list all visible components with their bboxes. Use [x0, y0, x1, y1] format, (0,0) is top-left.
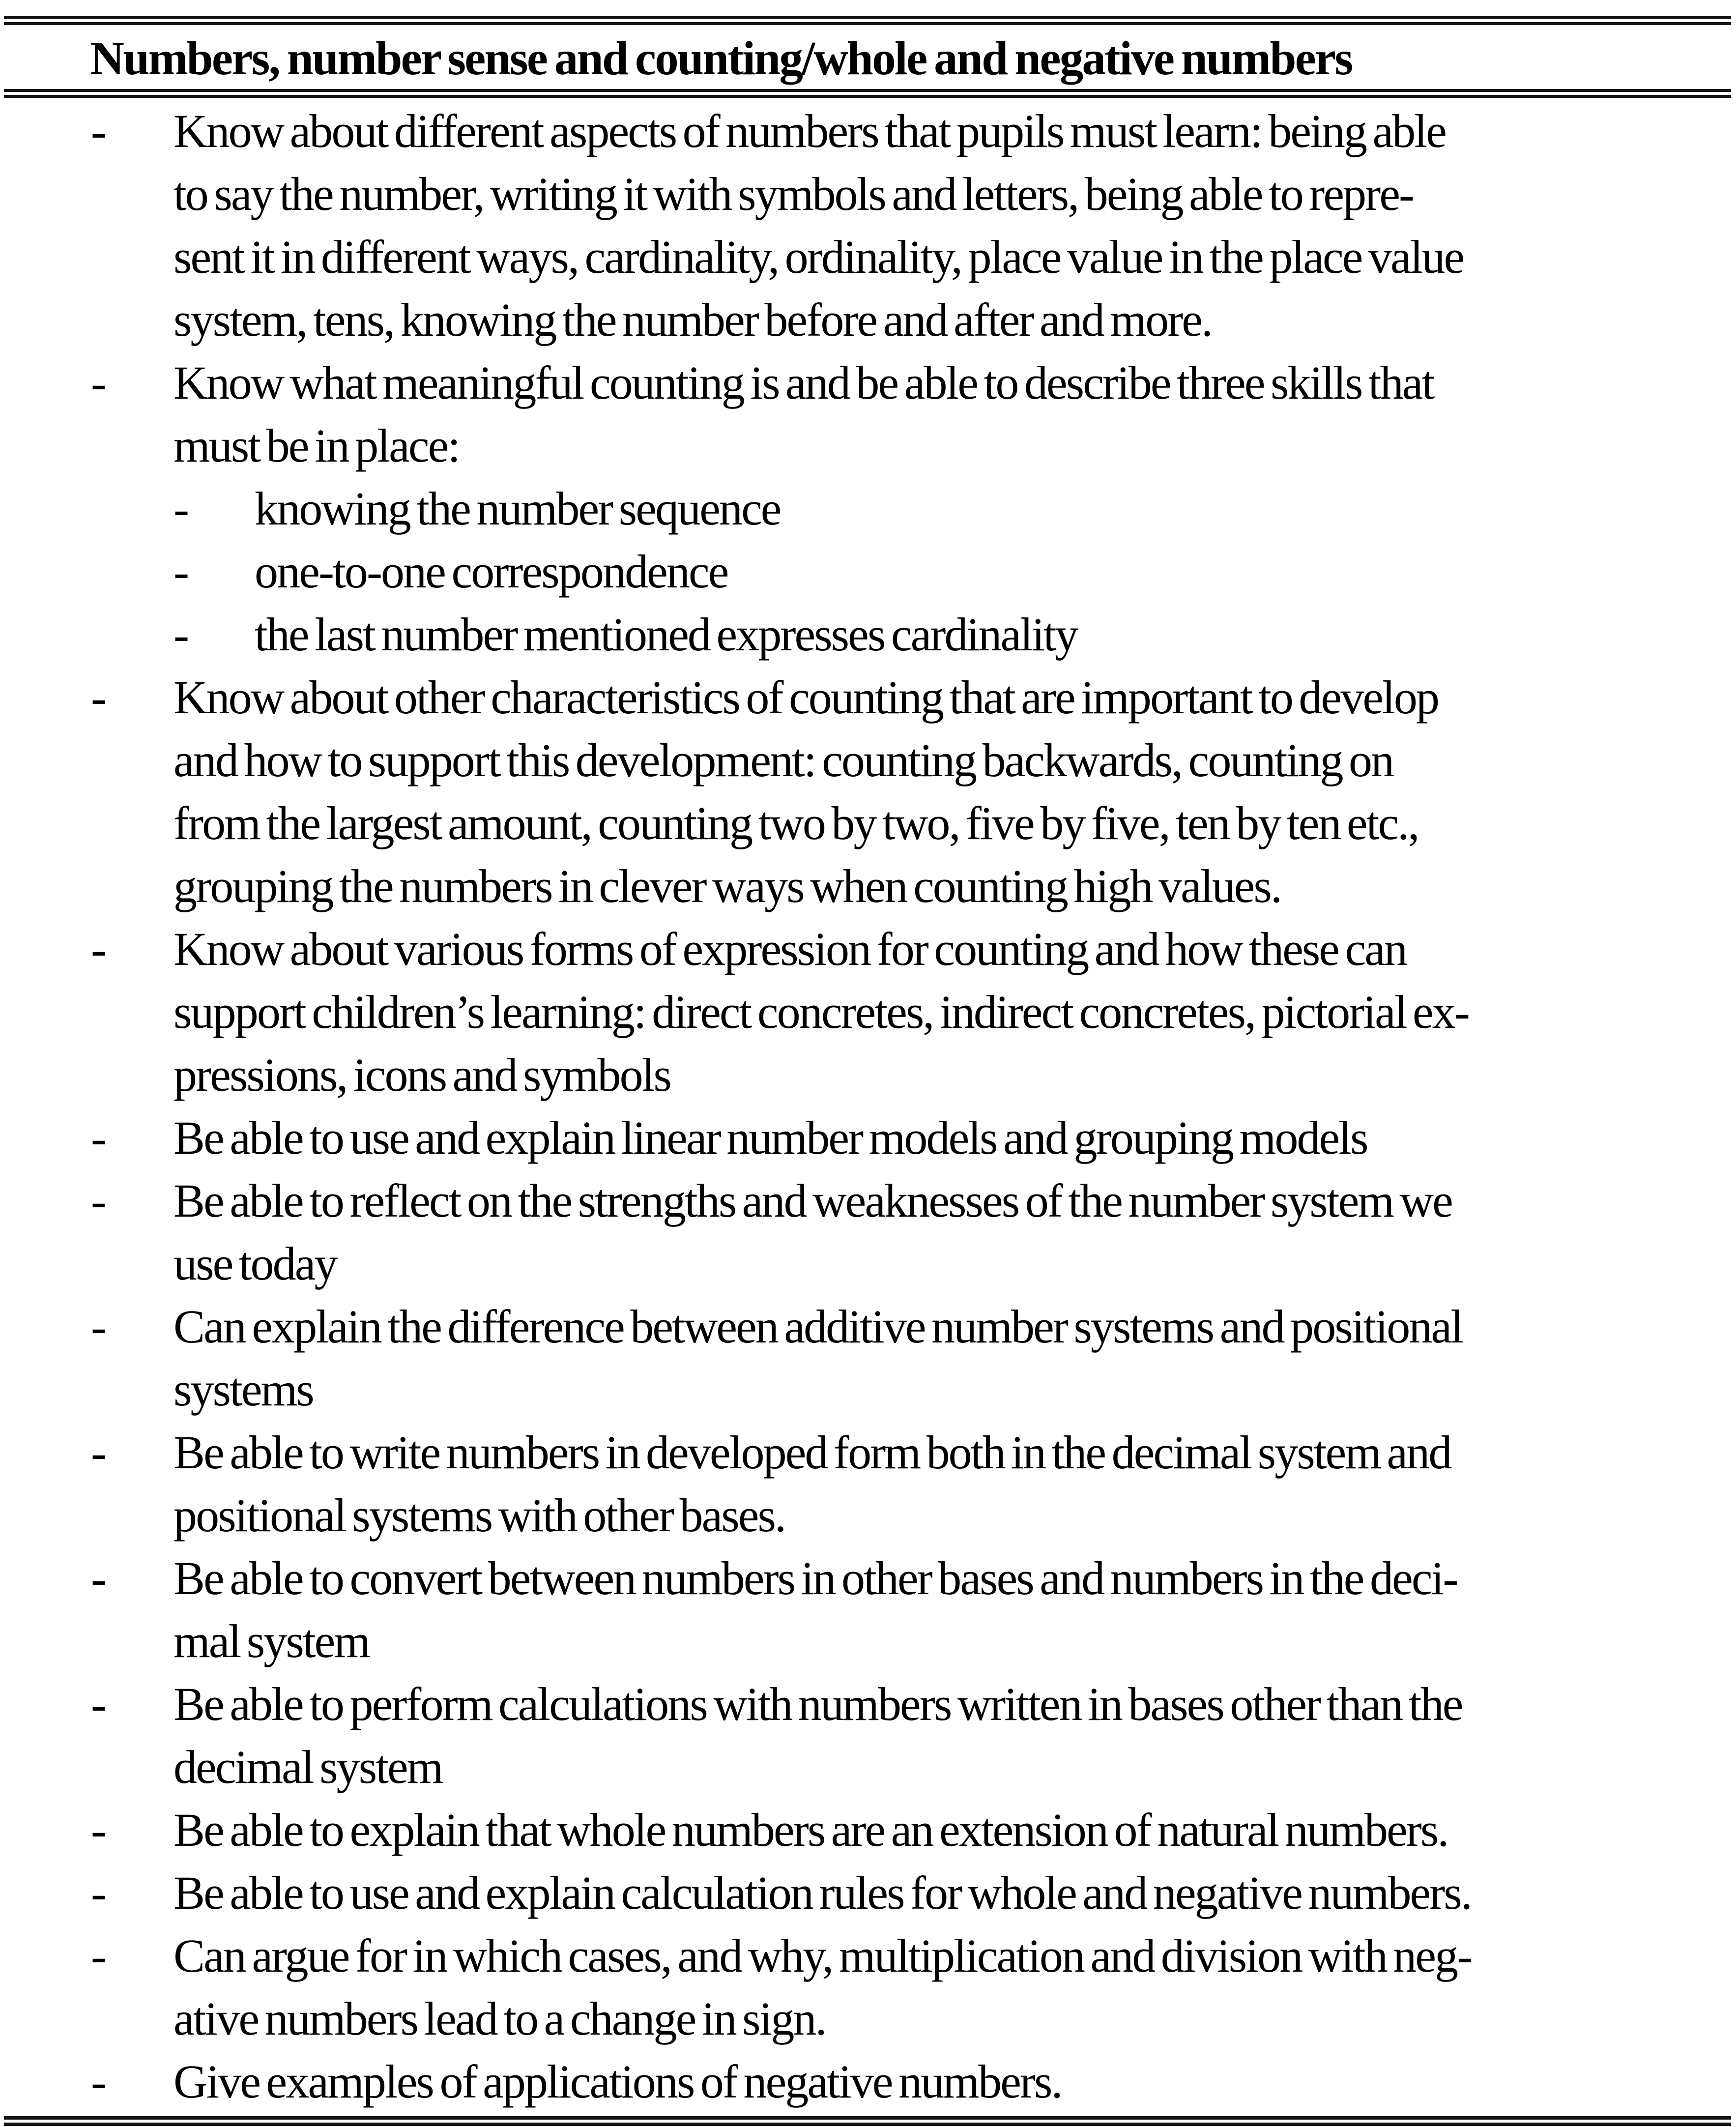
list-item — [91, 1169, 1716, 1295]
dash-bullet: - — [91, 1929, 106, 1982]
text-line: mal system — [174, 1615, 370, 1667]
dash-bullet: - — [91, 1300, 106, 1353]
dash-bullet: - — [91, 1804, 106, 1856]
list-item — [91, 351, 1716, 477]
text-line: use today — [174, 1237, 337, 1290]
text-line: ative numbers lead to a change in sign. — [174, 1992, 826, 2045]
sub-list-item — [91, 477, 1716, 540]
table-header-row — [4, 25, 1731, 98]
dash-bullet: - — [91, 2055, 106, 2108]
text-line: positional systems with other bases. — [174, 1489, 785, 1542]
text-line: Be able to use and explain calculation rules for whole and negative numbers. — [174, 1866, 1471, 1919]
dash-bullet: - — [91, 671, 106, 724]
text-line: pressions, icons and symbols — [174, 1049, 670, 1101]
table-header-title: Numbers, number sense and counting/whole and negative numbers — [90, 32, 1352, 85]
dash-bullet: - — [91, 1866, 106, 1919]
list-item — [91, 1862, 1716, 1924]
list-item — [91, 1547, 1716, 1673]
text-line: Be able to convert between numbers in other bases and numbers in the deci- — [174, 1552, 1457, 1604]
text-line: support children’s learning: direct concretes, indirect concretes, pictorial ex- — [174, 986, 1469, 1038]
dash-bullet: - — [91, 1174, 106, 1227]
list-item — [91, 1924, 1716, 2050]
text-line: Be able to reflect on the strengths and weaknesses of the number system we — [174, 1174, 1452, 1227]
dash-bullet: - — [174, 608, 188, 661]
text-line: Know what meaningful counting is and be able to describe three skills that — [174, 356, 1434, 409]
text-line: Can argue for in which cases, and why, multiplication and division with neg- — [174, 1929, 1472, 1982]
table-body — [4, 98, 1731, 2116]
text-line: systems — [174, 1363, 313, 1416]
text-line: to say the number, writing it with symbols and letters, being able to repre- — [174, 168, 1414, 220]
text-line: Give examples of applications of negative numbers. — [174, 2055, 1062, 2108]
text-line: one-to-one correspondence — [255, 545, 728, 598]
list-item — [91, 1799, 1716, 1862]
text-line: Be able to perform calculations with numbers written in bases other than the — [174, 1678, 1462, 1730]
text-line: system, tens, knowing the number before and after and more. — [174, 293, 1212, 346]
text-line: Know about various forms of expression for counting and how these can — [174, 923, 1407, 975]
sub-list-item — [91, 603, 1716, 666]
list-item — [91, 1673, 1716, 1799]
sub-list-item — [91, 540, 1716, 603]
list-item — [91, 1421, 1716, 1547]
dash-bullet: - — [91, 1552, 106, 1604]
dash-bullet: - — [91, 1678, 106, 1730]
dash-bullet: - — [174, 482, 188, 535]
list-item — [91, 100, 1716, 351]
dash-bullet: - — [91, 105, 106, 157]
list-item — [91, 918, 1716, 1107]
text-line: Be able to explain that whole numbers are an extension of natural numbers. — [174, 1804, 1448, 1856]
text-line: Can explain the difference between additive number systems and positional — [174, 1300, 1463, 1353]
dash-bullet: - — [174, 545, 188, 598]
text-line: sent it in different ways, cardinality, ordinality, place value in the place value — [174, 231, 1464, 283]
text-line: decimal system — [174, 1741, 442, 1793]
text-line: the last number mentioned expresses cardinality — [255, 608, 1077, 661]
list-item — [91, 1295, 1716, 1421]
objectives-table — [4, 16, 1731, 2126]
text-line: and how to support this development: counting backwards, counting on — [174, 734, 1393, 787]
text-line: Know about different aspects of numbers that pupils must learn: being able — [174, 105, 1446, 157]
text-line: Be able to use and explain linear number models and grouping models — [174, 1111, 1367, 1164]
list-item — [91, 1107, 1716, 1169]
text-line: Know about other characteristics of counting that are important to develop — [174, 671, 1439, 724]
text-line: must be in place: — [174, 419, 460, 472]
list-item — [91, 2050, 1716, 2113]
text-line: Be able to write numbers in developed form both in the decimal system and — [174, 1426, 1451, 1479]
dash-bullet: - — [91, 1426, 106, 1479]
text-line: from the largest amount, counting two by two, five by five, ten by ten etc., — [174, 797, 1418, 849]
text-line: grouping the numbers in clever ways when counting high values. — [174, 860, 1281, 912]
dash-bullet: - — [91, 923, 106, 975]
list-item — [91, 666, 1716, 918]
dash-bullet: - — [91, 356, 106, 409]
text-line: knowing the number sequence — [255, 482, 781, 535]
dash-bullet: - — [91, 1111, 106, 1164]
